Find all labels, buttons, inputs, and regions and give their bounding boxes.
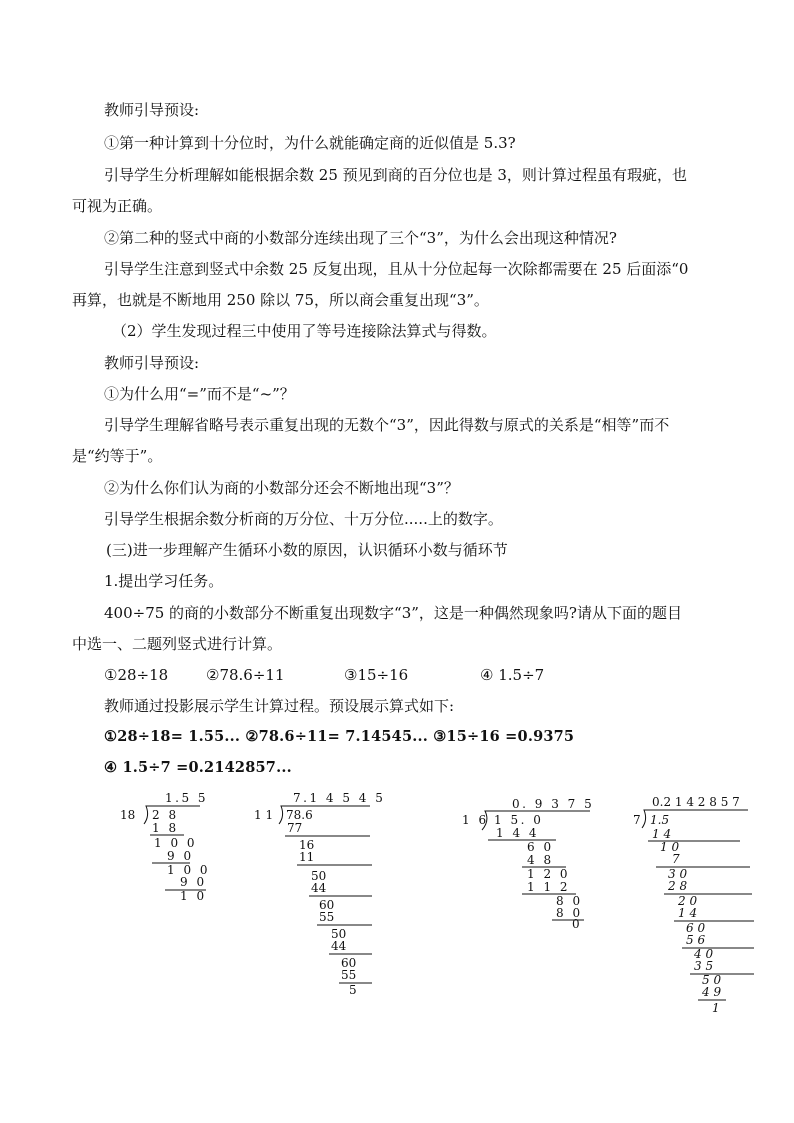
- paragraph: 引导学生分析理解如能根据余数 25 预见到商的百分位也是 3，则计算过程虽有瑕疵，也: [104, 166, 687, 184]
- result-equations: ①28÷18= 1.55... ②78.6÷11= 7.14545... ③15÷16 =0.9375: [104, 728, 575, 745]
- step: 1 4: [678, 906, 698, 920]
- step: 6 0: [527, 840, 554, 854]
- step: 50: [311, 869, 327, 883]
- step: 1: [712, 1001, 720, 1015]
- step: 1 4: [652, 827, 672, 841]
- step: 3 5: [694, 959, 714, 973]
- step: 2 8: [668, 879, 688, 893]
- step: 5 0: [702, 973, 722, 987]
- step: 9 0: [180, 875, 207, 889]
- paragraph: 中选一、二题列竖式进行计算。: [72, 635, 283, 653]
- step: 9 0: [167, 849, 194, 863]
- problem-item: ②78.6÷11: [206, 666, 285, 684]
- divisor: 1 1: [254, 808, 274, 822]
- step: 4 0: [694, 947, 714, 961]
- divisor: 7: [633, 813, 641, 827]
- paragraph: ②第二种的竖式中商的小数部分连续出现了三个“3”，为什么会出现这种情况?: [104, 229, 617, 247]
- step: 44: [331, 939, 347, 953]
- step: 5 6: [686, 933, 706, 947]
- step: 1 0 0: [154, 836, 198, 850]
- step: 60: [319, 898, 335, 912]
- step: 1 4 4: [496, 826, 540, 840]
- step: 1 1 2: [527, 880, 571, 894]
- paragraph: 1.提出学习任务。: [104, 572, 224, 590]
- divisor: 1 6: [462, 813, 489, 827]
- dividend: 1 5. 0: [494, 813, 544, 827]
- problem-item: ①28÷18: [104, 666, 169, 684]
- long-division-4: [633, 795, 754, 1015]
- step: 1 0: [180, 889, 207, 903]
- paragraph: ②为什么你们认为商的小数部分还会不断地出现“3”？: [104, 479, 459, 497]
- long-division-figures: [0, 780, 794, 1020]
- quotient: 0. 9 3 7 5: [512, 797, 595, 811]
- step: 2 0: [678, 894, 698, 908]
- paragraph: 教师引导预设:: [104, 354, 200, 372]
- dividend: 1.5: [650, 813, 670, 827]
- step: 6 0: [686, 921, 706, 935]
- step: 1 0 0: [167, 863, 211, 877]
- step: 1 8: [152, 821, 179, 835]
- paragraph: 引导学生注意到竖式中余数 25 反复出现，且从十分位起每一次除都需要在 25 后面添“0: [104, 260, 689, 278]
- section-heading: (三)进一步理解产生循环小数的原因，认识循环小数与循环节: [106, 541, 508, 559]
- step: 8 0: [556, 906, 583, 920]
- step: 44: [311, 881, 327, 895]
- divisor: 18: [120, 808, 136, 822]
- paragraph: ①第一种计算到十分位时，为什么就能确定商的近似值是 5.3?: [104, 134, 516, 152]
- step: 55: [319, 910, 335, 924]
- paragraph: 引导学生根据余数分析商的万分位、十万分位.....上的数字。: [104, 510, 503, 528]
- problem-item: ③15÷16: [344, 666, 409, 684]
- quotient: 7.1 4 5 4 5: [293, 791, 386, 805]
- step: 50: [331, 927, 347, 941]
- step: 55: [341, 968, 357, 982]
- paragraph: 是“约等于”。: [72, 447, 163, 465]
- step: 1 2 0: [527, 867, 571, 881]
- paragraph: ①为什么用“=”而不是“~”？: [104, 385, 295, 403]
- long-division-1: [120, 791, 210, 903]
- step: 77: [287, 821, 303, 835]
- step: 7: [672, 852, 680, 866]
- quotient: 1.5 5: [165, 791, 209, 805]
- paragraph: 可视为正确。: [72, 197, 163, 215]
- dividend: 78.6: [286, 808, 313, 822]
- step: 5: [349, 983, 357, 997]
- paragraph: 再算，也就是不断地用 250 除以 75，所以商会重复出现“3”。: [72, 291, 489, 309]
- problem-item: ④ 1.5÷7: [480, 666, 545, 684]
- quotient: 0.2 1 4 2 8 5 7: [652, 795, 740, 809]
- paragraph: 引导学生理解省略号表示重复出现的无数个“3”，因此得数与原式的关系是“相等”而不: [104, 416, 670, 434]
- step: 4 8: [527, 853, 554, 867]
- paragraph: （2）学生发现过程三中使用了等号连接除法算式与得数。: [112, 322, 497, 340]
- step: 3 0: [668, 867, 688, 881]
- paragraph: 教师引导预设:: [104, 101, 200, 119]
- step: 16: [299, 838, 315, 852]
- paragraph: 教师通过投影展示学生计算过程。预设展示算式如下:: [104, 697, 455, 715]
- long-division-2: [254, 791, 385, 997]
- step: 8 0: [556, 894, 583, 908]
- paragraph: 400÷75 的商的小数部分不断重复出现数字“3”，这是一种偶然现象吗?请从下面的题目: [104, 604, 682, 622]
- step: 60: [341, 956, 357, 970]
- dividend: 2 8: [152, 808, 179, 822]
- long-division-3: [462, 797, 594, 931]
- step: 1 0: [660, 840, 680, 854]
- step: 0: [572, 917, 580, 931]
- step: 4 9: [702, 985, 722, 999]
- step: 11: [299, 850, 315, 864]
- result-equation: ④ 1.5÷7 =0.2142857...: [104, 759, 292, 776]
